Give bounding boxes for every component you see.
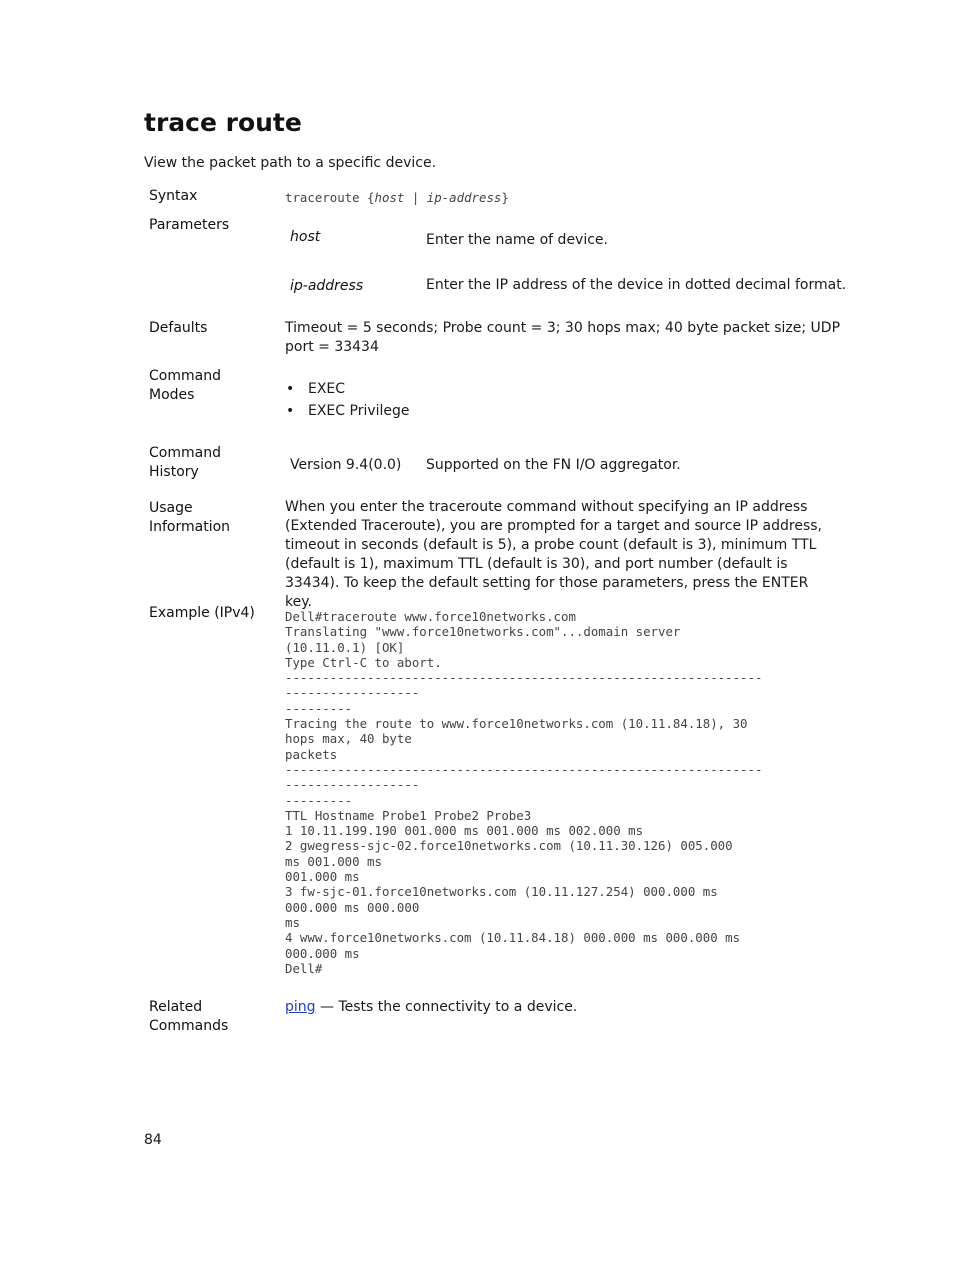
defaults-text [285,319,840,357]
defaults-line-2: port = 33434 [285,339,379,355]
syntax-label: Syntax [149,188,198,204]
param-name-host: host [290,229,321,245]
list-item: • EXEC Privilege [285,400,410,422]
history-description: Supported on the FN I/O aggregator. [426,457,681,473]
example-code-block: Dell#traceroute www.force10networks.com Translating "www.force10networks.com"...domain server (10.11.0.1) [OK] Type Ctrl-C to abort. ---------------------------------------------------------------- ------------------ --------- Tracing the route to www.force10networks.com (10.11.84.18), 30 hops max, 40 byte packets ---------------------------------------------------------------- ------------------ --------- TTL Hostname Probe1 Probe2 Probe3 1 10.11.199.190 001.000 ms 001.000 ms 002.000 ms 2 gwegress-sjc-02.force10networks.com (10.11.30.126) 005.000 ms 001.000 ms 001.000 ms 3 fw-sjc-01.force10networks.com (10.11.127.254) 000.000 ms 000.000 ms 000.000 ms 4 www.force10networks.com (10.11.84.18) 000.000 ms 000.000 ms 000.000 ms Dell# [285,609,763,976]
syntax-command [285,188,509,207]
page-title: trace route [144,108,302,137]
list-item: • EXEC [285,378,410,400]
usage-text: When you enter the traceroute command without specifying an IP address (Extended Traceroute), you are prompted for a target and source IP address, timeout in seconds (default is 5), a probe count (default is 3), minimum TTL (default is 1), maximum TTL (default is 30), and port number (default is 33434). To keep the default setting for those parameters, press the ENTER key. [285,499,822,610]
history-version: Version 9.4(0.0) [290,457,402,473]
defaults-label: Defaults [149,320,208,336]
syntax-keyword: traceroute { [285,190,375,205]
command-modes-list [285,378,410,422]
syntax-ip-arg: ip-address [426,190,502,205]
intro-text: View the packet path to a specific device. [144,155,437,171]
param-desc-ip-address: Enter the IP address of the device in dotted decimal format. [426,277,847,293]
related-commands [285,998,577,1017]
ping-link[interactable]: ping [285,999,316,1015]
syntax-separator: | [404,190,427,205]
parameters-label: Parameters [149,217,230,233]
syntax-close: } [501,190,509,205]
param-name-ip-address: ip-address [290,278,364,294]
command-history-label: Command History [149,445,221,480]
related-description: — Tests the connectivity to a device. [315,999,578,1015]
syntax-host-arg: host [374,190,405,205]
usage-label: Usage Information [149,500,231,535]
command-modes-label: Command Modes [149,368,221,403]
defaults-line-1: Timeout = 5 seconds; Probe count = 3; 30 hops max; 40 byte packet size; UDP [285,320,841,336]
related-commands-label: Related Commands [149,999,229,1034]
example-label: Example (IPv4) [149,605,255,621]
param-desc-host: Enter the name of device. [426,232,608,248]
page-number: 84 [144,1132,162,1148]
